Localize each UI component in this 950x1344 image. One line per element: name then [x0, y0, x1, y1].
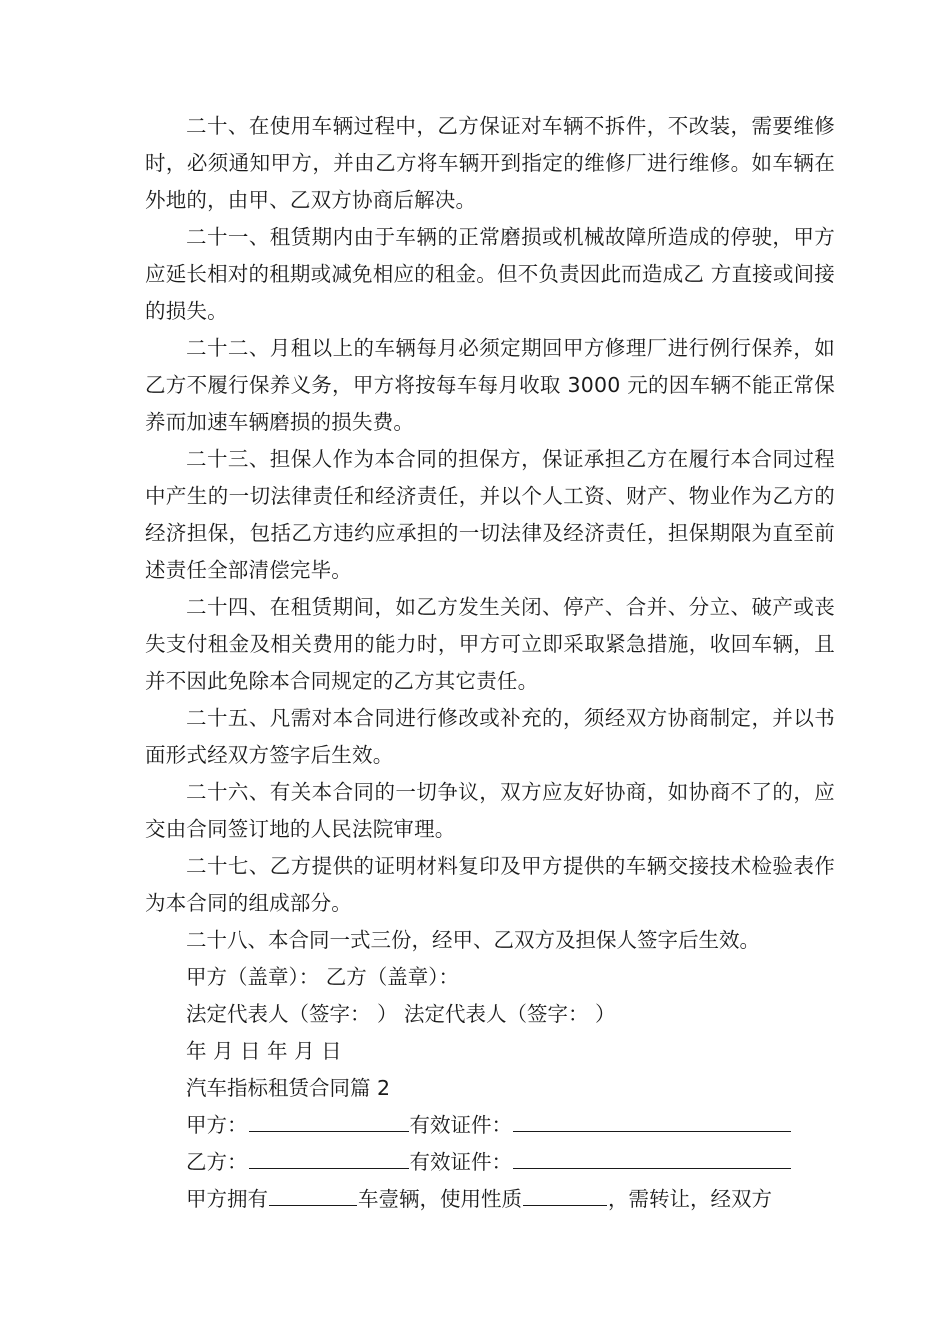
party-b-name-blank	[249, 1148, 409, 1169]
party-b-id-label: 有效证件：	[409, 1150, 512, 1174]
date-line: 年 月 日 年 月 日	[186, 1039, 342, 1063]
clause-26: 二十六、有关本合同的一切争议，双方应友好协商，如协商不了的，应交由合同签订地的人民法院审理。	[145, 780, 835, 841]
clause-21: 二十一、租赁期内由于车辆的正常磨损或机械故障所造成的停驶，甲方应延长相对的租期或减免相应的租金。但不负责因此而造成乙 方直接或间接的损失。	[145, 225, 835, 323]
party-b-id-blank	[513, 1148, 791, 1169]
clause-24: 二十四、在租赁期间，如乙方发生关闭、停产、合并、分立、破产或丧失支付租金及相关费用的能力时，甲方可立即采取紧急措施，收回车辆，且并不因此免除本合同规定的乙方其它责任。	[145, 595, 835, 693]
vehicle-type-blank	[269, 1185, 357, 1206]
party-a-line	[145, 1107, 835, 1144]
contract-body	[145, 108, 835, 1218]
clause-22: 二十二、月租以上的车辆每月必须定期回甲方修理厂进行例行保养，如乙方不履行保养义务，甲方将按每车每月收取 3000 元的因车辆不能正常保养而加速车辆磨损的损失费。	[145, 336, 835, 434]
usage-type-blank	[523, 1185, 607, 1206]
section-title: 汽车指标租赁合同篇 2	[186, 1076, 391, 1100]
party-a-id-label: 有效证件：	[409, 1113, 512, 1137]
ownership-line	[145, 1181, 835, 1218]
clause-27: 二十七、乙方提供的证明材料复印及甲方提供的车辆交接技术检验表作为本合同的组成部分。	[145, 854, 835, 915]
ownership-part1: 甲方拥有	[186, 1187, 268, 1211]
clause-28: 二十八、本合同一式三份，经甲、乙双方及担保人签字后生效。	[186, 928, 760, 952]
party-a-id-blank	[513, 1111, 791, 1132]
party-b-label: 乙方：	[186, 1150, 248, 1174]
party-a-name-blank	[249, 1111, 409, 1132]
party-b-line	[145, 1144, 835, 1181]
clause-25: 二十五、凡需对本合同进行修改或补充的，须经双方协商制定，并以书面形式经双方签字后生效。	[145, 706, 835, 767]
representative-line: 法定代表人（签字： ） 法定代表人（签字： ）	[186, 1002, 616, 1026]
clause-23: 二十三、担保人作为本合同的担保方，保证承担乙方在履行本合同过程中产生的一切法律责任和经济责任，并以个人工资、财产、物业作为乙方的经济担保，包括乙方违约应承担的一切法律及经济责任，担保期限为直至前述责任全部清偿完毕。	[145, 447, 835, 582]
party-a-label: 甲方：	[186, 1113, 248, 1137]
clause-20: 二十、在使用车辆过程中，乙方保证对车辆不拆件，不改装，需要维修时，必须通知甲方，并由乙方将车辆开到指定的维修厂进行维修。如车辆在外地的，由甲、乙双方协商后解决。	[145, 114, 835, 212]
seal-line: 甲方（盖章）： 乙方（盖章）：	[186, 965, 460, 989]
ownership-part2: 车壹辆，使用性质	[358, 1187, 522, 1211]
ownership-part3: ，需转让，经双方	[608, 1187, 772, 1211]
